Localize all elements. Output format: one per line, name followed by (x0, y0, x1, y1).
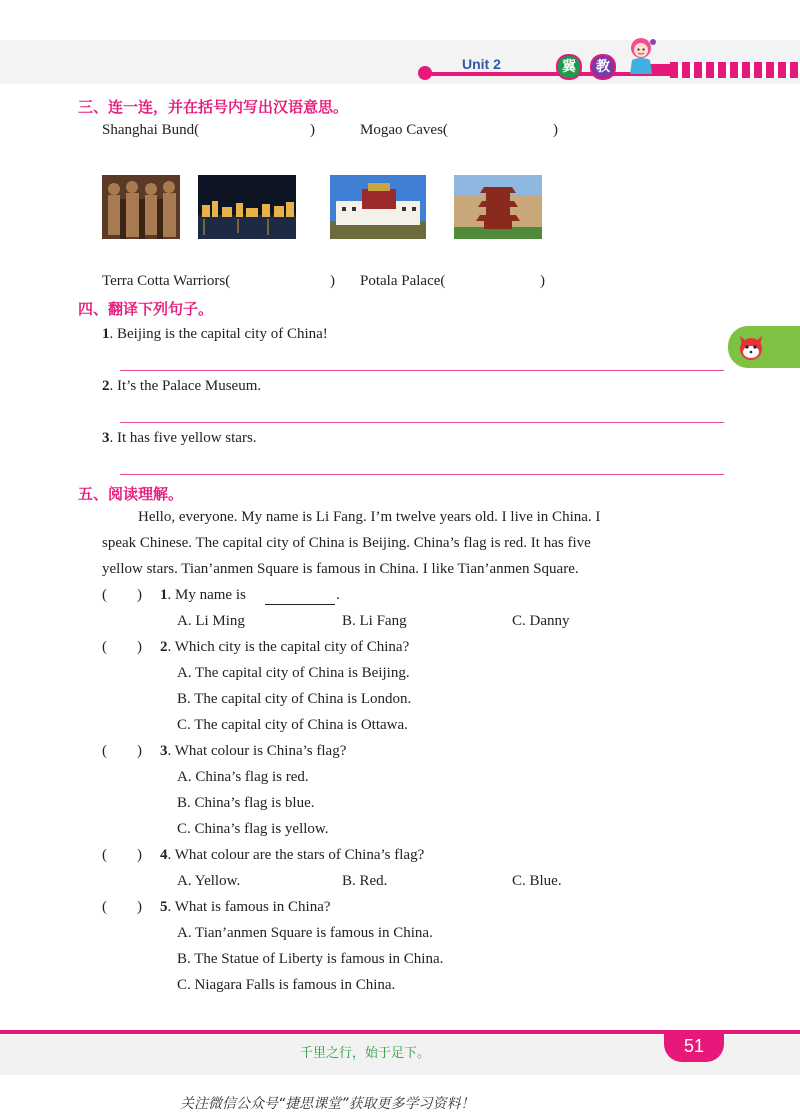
label-potala-palace: Potala Palace( (360, 273, 446, 289)
option-1b: B. Li Fang (342, 613, 407, 629)
option-3a: A. China’s flag is red. (177, 769, 309, 785)
passage-line-2: speak Chinese. The capital city of China is Beijing. China’s flag is red. It has five (102, 535, 591, 551)
option-3c: C. China’s flag is yellow. (177, 821, 329, 837)
question-2: 2. Which city is the capital city of China? (160, 639, 410, 655)
cartoon-girl-icon (622, 34, 660, 76)
answer-bracket-2[interactable]: ( ) (102, 639, 142, 655)
fill-blank-1[interactable] (265, 604, 335, 605)
paren-close: ) (553, 122, 558, 138)
question-5: 5. What is famous in China? (160, 899, 331, 915)
option-5b: B. The Statue of Liberty is famous in China. (177, 951, 444, 967)
question-1-period: . (336, 587, 340, 603)
option-4c: C. Blue. (512, 873, 562, 889)
option-2c: C. The capital city of China is Ottawa. (177, 717, 408, 733)
header-dot (418, 66, 432, 80)
section3-heading: 三、连一连，并在括号内写出汉语意思。 (78, 98, 349, 116)
option-4b: B. Red. (342, 873, 388, 889)
translate-item-3: 3. It has five yellow stars. (102, 430, 257, 446)
paren-close: ) (540, 273, 545, 289)
answer-bracket-4[interactable]: ( ) (102, 847, 142, 863)
passage-line-3: yellow stars. Tian’anmen Square is famous in China. I like Tian’anmen Square. (102, 561, 579, 577)
option-5c: C. Niagara Falls is famous in China. (177, 977, 396, 993)
section5-heading: 五、阅读理解。 (78, 485, 184, 503)
answer-bracket-3[interactable]: ( ) (102, 743, 142, 759)
answer-bracket-5[interactable]: ( ) (102, 899, 142, 915)
answer-line-2[interactable] (120, 422, 724, 423)
option-1c: C. Danny (512, 613, 570, 629)
answer-line-1[interactable] (120, 370, 724, 371)
question-3: 3. What colour is China’s flag? (160, 743, 347, 759)
answer-line-3[interactable] (120, 474, 724, 475)
translate-item-1: 1. Beijing is the capital city of China! (102, 326, 328, 342)
label-shanghai-bund: Shanghai Bund( (102, 122, 200, 138)
potala-palace-photo (330, 175, 426, 239)
section4-heading: 四、翻译下列句子。 (78, 300, 214, 318)
page-number: 51 (664, 1030, 724, 1062)
watermark-text: 关注微信公众号“捷思课堂”获取更多学习资料！ (180, 1096, 475, 1112)
label-terra-cotta-warriors: Terra Cotta Warriors( (102, 273, 231, 289)
translate-item-2: 2. It’s the Palace Museum. (102, 378, 262, 394)
badge-jiao: 教 (590, 54, 616, 80)
badge-ji: 冀 (556, 54, 582, 80)
unit-label: Unit 2 (462, 56, 501, 72)
mogao-caves-photo (454, 175, 542, 239)
option-3b: B. China’s flag is blue. (177, 795, 315, 811)
option-2a: A. The capital city of China is Beijing. (177, 665, 410, 681)
terra-cotta-warriors-photo (102, 175, 180, 239)
cartoon-fox-icon (736, 332, 766, 362)
paren-close: ) (330, 273, 335, 289)
option-4a: A. Yellow. (177, 873, 241, 889)
footer-motto: 千里之行，始于足下。 (300, 1046, 431, 1061)
question-4: 4. What colour are the stars of China’s flag? (160, 847, 425, 863)
option-5a: A. Tian’anmen Square is famous in China. (177, 925, 433, 941)
option-2b: B. The capital city of China is London. (177, 691, 412, 707)
passage-line-1: Hello, everyone. My name is Li Fang. I’m twelve years old. I live in China. I (138, 509, 601, 525)
label-mogao-caves: Mogao Caves( (360, 122, 448, 138)
paren-close: ) (310, 122, 315, 138)
shanghai-bund-night-photo (198, 175, 296, 239)
question-1: 1. My name is (160, 587, 246, 603)
answer-bracket-1[interactable]: ( ) (102, 587, 142, 603)
option-1a: A. Li Ming (177, 613, 245, 629)
header-checker-pattern (670, 62, 800, 78)
